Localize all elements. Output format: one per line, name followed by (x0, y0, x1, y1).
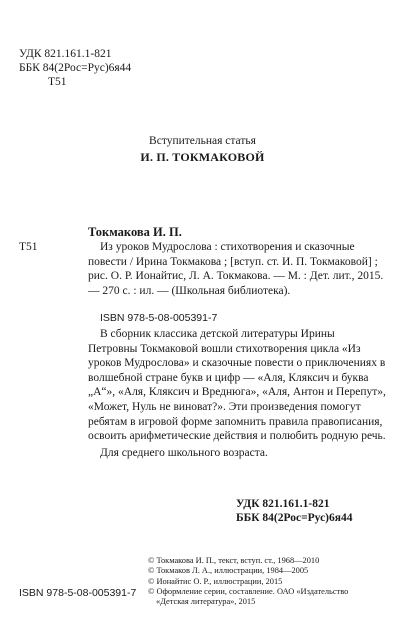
age-note: Для среднего школьного возраста. (100, 447, 268, 459)
classification-block-bottom (236, 497, 352, 525)
copyright-list (148, 556, 348, 607)
intro-label: Вступительная статья (149, 135, 256, 147)
copyright-line: © Оформление серии, составление. ОАО «Издательство (148, 586, 349, 596)
intro-author: И. П. ТОКМАКОВОЙ (140, 150, 265, 164)
author-mark: Т51 (48, 76, 67, 88)
bibliographic-description: Из уроков Мудрослова : стихотворения и сказочные повести / Ирина Токмакова ; [вступ. ст. И. П. Токмаковой] ; рис. О. Р. Ионайтис, Л. А. Токмакова. — М. : Дет. лит., 2015. — 270 с. : ил. — (Школьная библиотека). (88, 241, 384, 297)
author-code: Т51 (19, 241, 38, 253)
isbn: ISBN 978-5-08-005391-7 (100, 312, 218, 324)
author-heading: Токмакова И. П. (88, 225, 182, 239)
copyright-line: «Детская литература», 2015 (156, 597, 256, 607)
bbk-code: ББК 84(2Рос=Рус)6я44 (19, 62, 132, 74)
udk-code: УДК 821.161.1-821 (19, 48, 112, 60)
bbk-code-bottom: ББК 84(2Рос=Рус)6я44 (236, 512, 353, 524)
annotation: В сборник классика детской литературы Ирины Петровны Токмаковой вошли стихотворения цикла «Из уроков Мудрослова» и сказочные повести о приключениях в волшебной стране букв и цифр — «Аля, Кляксич и буква „А“», «Аля, Кляксич и Вреднюга», «Аля, Антон и Перепут», «Может, Нуль не виноват?». Эти произведения помогут ребятам в игровой форме запомнить правила правописания, освоить арифметические действия и полюбить родную речь. (88, 328, 386, 443)
classification-block (19, 47, 131, 89)
copyright-line: © Токмаков Л. А., иллюстрации, 1984—2005 (148, 566, 309, 576)
udk-code-bottom: УДК 821.161.1-821 (236, 498, 330, 510)
isbn-bottom: ISBN 978-5-08-005391-7 (19, 587, 137, 599)
copyright-line: © Ионайтис О. Р., иллюстрации, 2015 (148, 576, 283, 586)
copyright-line: © Токмакова И. П., текст, вступ. ст., 1968—2010 (148, 556, 320, 565)
